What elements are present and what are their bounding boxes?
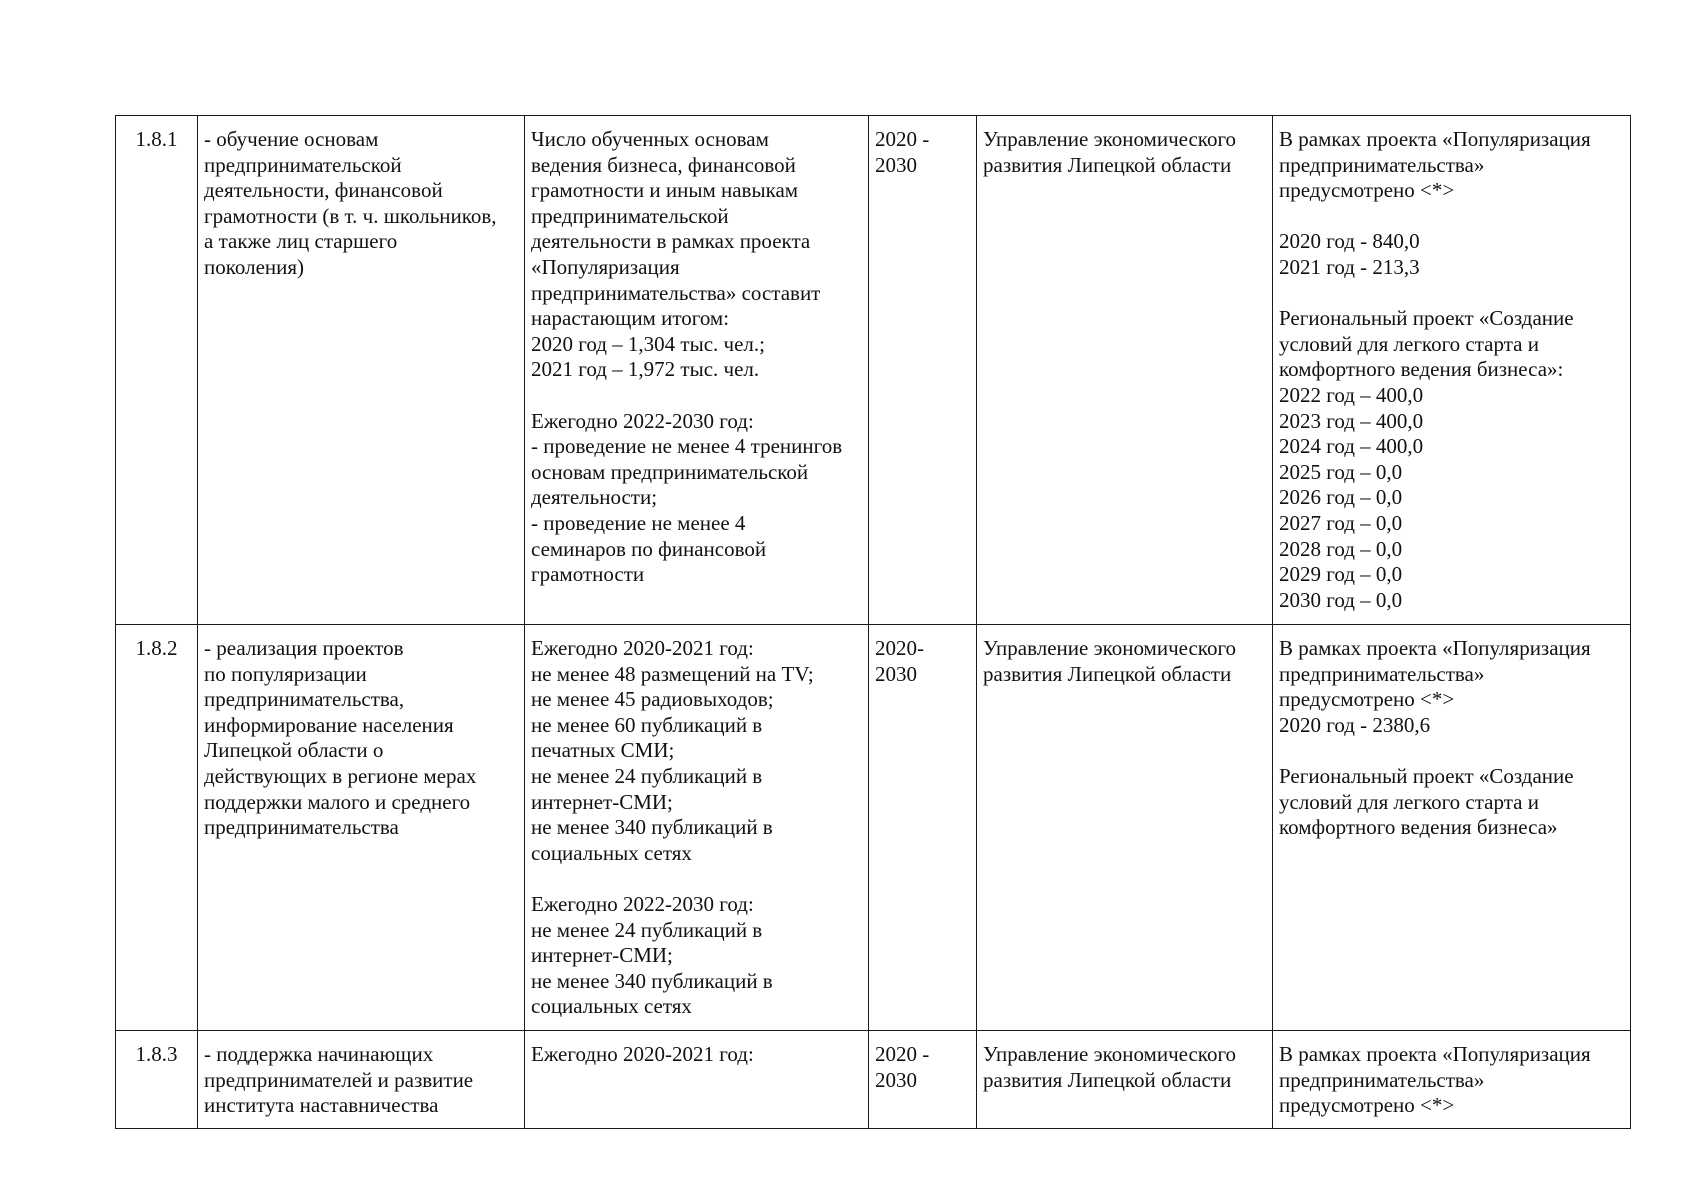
measure-name [198, 116, 525, 625]
text-line: 2020 год - 2380,6 [1279, 712, 1431, 737]
text-line: 2022 год – 400,0 [1279, 382, 1424, 407]
text-line: поддержки малого и среднего [204, 789, 471, 814]
measures-table [115, 115, 1631, 1129]
text-line: 2020 год - 840,0 [1279, 229, 1420, 254]
text-line: Управление экономического [983, 127, 1237, 151]
text-line: нарастающим итогом: [531, 306, 730, 331]
text-line: предпринимательства, [204, 687, 405, 712]
executor [977, 625, 1273, 1031]
text-line: деятельности в рамках проекта [531, 229, 811, 254]
text-line: Ежегодно 2020-2021 год: [531, 1042, 754, 1066]
text-line: В рамках проекта «Популяризация [1279, 1042, 1591, 1066]
executor [977, 116, 1273, 625]
item-number: 1.8.3 [116, 1031, 198, 1129]
text-line: социальных сетях [531, 840, 692, 865]
text-line: не менее 60 публикаций в [531, 712, 763, 737]
text-line: 2020 год – 1,304 тыс. чел.; [531, 331, 765, 356]
text-line: 2020 - [875, 1042, 930, 1066]
table-row [116, 625, 1631, 1031]
text-line: - обучение основам [204, 127, 379, 151]
text-line: 2020 - [875, 127, 930, 151]
text-line: предпринимательской [531, 203, 729, 228]
text-line: предпринимательства» [1279, 661, 1485, 686]
text-line: - проведение не менее 4 [531, 510, 746, 535]
blank-line [531, 866, 862, 892]
text-line: деятельности; [531, 485, 658, 510]
indicator-text [525, 1031, 869, 1129]
text-line: - поддержка начинающих [204, 1042, 434, 1066]
text-line: предпринимательства» составит [531, 280, 821, 305]
table-row [116, 116, 1631, 625]
text-line: Управление экономического [983, 636, 1237, 660]
text-line: действующих в регионе мерах [204, 763, 477, 788]
text-line: развития Липецкой области [983, 152, 1232, 177]
text-line: 2030 [875, 661, 917, 686]
text-line: предпринимателей и развитие [204, 1067, 474, 1092]
text-line: В рамках проекта «Популяризация [1279, 127, 1591, 151]
text-line: интернет-СМИ; [531, 789, 673, 814]
indicator-text [525, 625, 869, 1031]
text-line: развития Липецкой области [983, 1067, 1232, 1092]
table-row [116, 1031, 1631, 1129]
text-line: ведения бизнеса, финансовой [531, 152, 796, 177]
financing [1273, 1031, 1631, 1129]
text-line: Региональный проект «Создание [1279, 306, 1574, 331]
blank-line [1279, 738, 1624, 764]
text-line: 2021 год - 213,3 [1279, 254, 1420, 279]
text-line: печатных СМИ; [531, 738, 675, 763]
text-line: Региональный проект «Создание [1279, 763, 1574, 788]
text-line: Управление экономического [983, 1042, 1237, 1066]
text-line: 2028 год – 0,0 [1279, 536, 1403, 561]
text-line: 2027 год – 0,0 [1279, 510, 1403, 535]
text-line: 2020- [875, 636, 924, 660]
blank-line [1279, 204, 1624, 230]
measure-name [198, 625, 525, 1031]
text-line: не менее 340 публикаций в [531, 815, 773, 840]
text-line: не менее 340 публикаций в [531, 968, 773, 993]
text-line: условий для легкого старта и [1279, 789, 1539, 814]
period [869, 1031, 977, 1129]
text-line: 2026 год – 0,0 [1279, 485, 1403, 510]
text-line: 2030 [875, 152, 917, 177]
text-line: - проведение не менее 4 тренингов [531, 434, 843, 459]
text-line: интернет-СМИ; [531, 943, 673, 968]
text-line: предусмотрено <*> [1279, 178, 1455, 203]
blank-line [531, 383, 862, 409]
item-number: 1.8.1 [116, 116, 198, 625]
item-number: 1.8.2 [116, 625, 198, 1031]
text-line: семинаров по финансовой [531, 536, 767, 561]
text-line: Ежегодно 2022-2030 год: [531, 408, 754, 433]
text-line: условий для легкого старта и [1279, 331, 1539, 356]
executor [977, 1031, 1273, 1129]
text-line: предпринимательства» [1279, 1067, 1485, 1092]
text-line: 2030 год – 0,0 [1279, 587, 1403, 612]
text-line: комфортного ведения бизнеса»: [1279, 357, 1564, 382]
text-line: не менее 45 радиовыходов; [531, 687, 774, 712]
text-line: 2021 год – 1,972 тыс. чел. [531, 357, 760, 382]
text-line: Ежегодно 2020-2021 год: [531, 636, 754, 660]
text-line: комфортного ведения бизнеса» [1279, 815, 1558, 840]
text-line: а также лиц старшего [204, 229, 398, 254]
text-line: грамотности и иным навыкам [531, 178, 799, 203]
measure-name [198, 1031, 525, 1129]
financing [1273, 116, 1631, 625]
indicator-text [525, 116, 869, 625]
text-line: 2030 [875, 1067, 917, 1092]
text-line: Липецкой области о [204, 738, 384, 763]
text-line: Число обученных основам [531, 127, 769, 151]
text-line: Ежегодно 2022-2030 год: [531, 891, 754, 916]
text-line: 2025 год – 0,0 [1279, 459, 1403, 484]
text-line: предпринимательства [204, 815, 399, 840]
text-line: 2029 год – 0,0 [1279, 562, 1403, 587]
text-line: развития Липецкой области [983, 661, 1232, 686]
text-line: социальных сетях [531, 994, 692, 1019]
text-line: не менее 48 размещений на TV; [531, 661, 814, 686]
text-line: не менее 24 публикаций в [531, 917, 763, 942]
text-line: информирование населения [204, 712, 454, 737]
text-line: предпринимательской [204, 152, 402, 177]
financing [1273, 625, 1631, 1031]
period [869, 116, 977, 625]
text-line: - реализация проектов [204, 636, 404, 660]
text-line: предусмотрено <*> [1279, 687, 1455, 712]
text-line: деятельности, финансовой [204, 178, 443, 203]
period [869, 625, 977, 1031]
text-line: не менее 24 публикаций в [531, 763, 763, 788]
blank-line [1279, 281, 1624, 307]
text-line: поколения) [204, 254, 305, 279]
text-line: 2024 год – 400,0 [1279, 434, 1424, 459]
text-line: института наставничества [204, 1093, 439, 1118]
text-line: по популяризации [204, 661, 367, 686]
text-line: предпринимательства» [1279, 152, 1485, 177]
text-line: «Популяризация [531, 254, 680, 279]
text-line: В рамках проекта «Популяризация [1279, 636, 1591, 660]
text-line: грамотности [531, 562, 645, 587]
text-line: предусмотрено <*> [1279, 1093, 1455, 1118]
text-line: основам предпринимательской [531, 459, 809, 484]
text-line: грамотности (в т. ч. школьников, [204, 203, 497, 228]
text-line: 2023 год – 400,0 [1279, 408, 1424, 433]
